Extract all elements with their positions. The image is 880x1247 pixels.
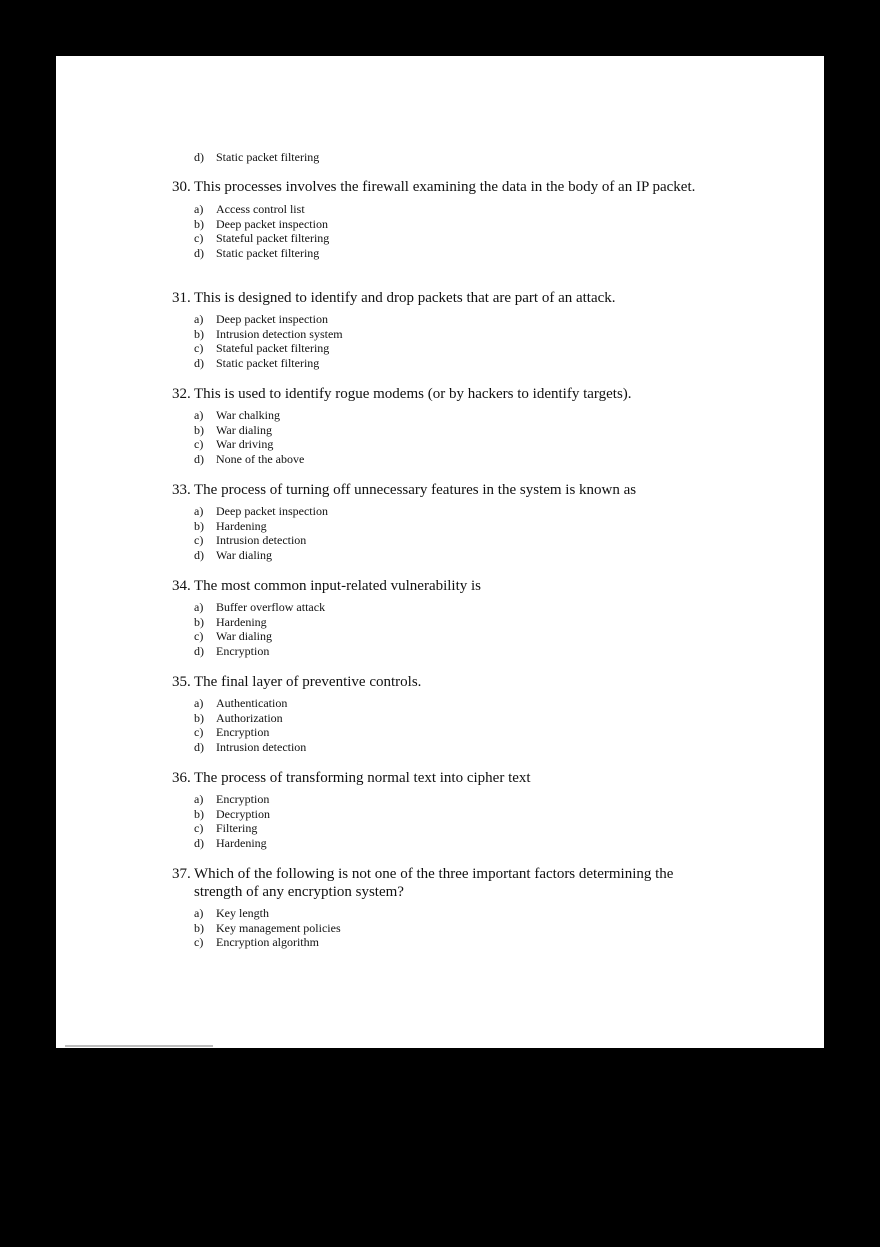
option-letter: b) [194, 518, 204, 533]
question-text: This processes involves the firewall examining the data in the body of an IP packet. [194, 179, 696, 195]
option-text: Authentication [216, 696, 288, 710]
option-text: Authorization [216, 710, 283, 725]
question-number: 32. [172, 386, 191, 402]
option-text: Encryption algorithm [216, 935, 319, 949]
question-stem [172, 289, 732, 307]
carryover-option [172, 150, 732, 165]
question-text: This is designed to identify and drop packets that are part of an attack. [194, 290, 616, 306]
option-letter: c) [194, 341, 204, 355]
option-text: Encryption [216, 792, 270, 806]
option-list [194, 696, 732, 754]
question-30 [172, 178, 732, 260]
option-list [194, 312, 732, 370]
option-letter: c) [194, 935, 204, 949]
option-text: Stateful packet filtering [216, 341, 330, 355]
option-item [194, 600, 732, 615]
option-item [194, 711, 732, 726]
option-item [194, 921, 692, 936]
option-text: Intrusion detection [216, 533, 307, 547]
option-letter: c) [194, 437, 204, 451]
option-item [194, 231, 732, 246]
option-item [194, 150, 732, 165]
question-text: The most common input-related vulnerability is [194, 578, 482, 594]
option-letter: d) [194, 355, 204, 370]
option-text: War dialing [216, 422, 273, 437]
question-stem [172, 865, 692, 901]
option-list [194, 408, 732, 466]
option-item [194, 696, 732, 711]
option-item [194, 615, 732, 630]
option-letter: a) [194, 408, 204, 422]
option-text: Filtering [216, 821, 258, 835]
option-text: Deep packet inspection [216, 504, 328, 518]
question-number: 35. [172, 674, 191, 690]
option-letter: c) [194, 629, 204, 643]
question-stem [172, 577, 732, 595]
option-letter: b) [194, 326, 204, 341]
option-letter: d) [194, 835, 204, 850]
question-stem [172, 178, 732, 196]
footnote-separator [65, 1045, 213, 1047]
option-text: War dialing [216, 629, 273, 643]
question-stem [172, 481, 732, 499]
option-item [194, 906, 692, 921]
option-letter: c) [194, 725, 204, 739]
option-text: Hardening [216, 518, 267, 533]
option-item [194, 452, 732, 467]
option-item [194, 437, 732, 452]
option-text: War driving [216, 437, 274, 451]
option-letter: d) [194, 150, 204, 164]
option-item [194, 356, 732, 371]
option-item [194, 341, 732, 356]
option-letter: a) [194, 906, 204, 920]
option-item [194, 792, 732, 807]
question-number: 31. [172, 290, 191, 306]
option-text: Hardening [216, 835, 267, 850]
option-text: Buffer overflow attack [216, 600, 326, 614]
option-item [194, 327, 732, 342]
option-item [194, 629, 732, 644]
option-letter: a) [194, 792, 204, 806]
option-item [194, 935, 692, 950]
option-item [194, 548, 732, 563]
option-text: Static packet filtering [216, 355, 320, 370]
option-text: Deep packet inspection [216, 312, 328, 326]
option-text: War chalking [216, 408, 281, 422]
option-text: Intrusion detection [216, 739, 307, 754]
option-text: Encryption [216, 725, 270, 739]
option-item [194, 807, 732, 822]
option-item [194, 202, 732, 217]
option-letter: b) [194, 710, 204, 725]
question-stem [172, 769, 732, 787]
option-list [194, 600, 732, 658]
question-33 [172, 481, 732, 562]
option-letter: d) [194, 245, 204, 260]
option-item [194, 423, 732, 438]
option-text: None of the above [216, 451, 305, 466]
question-stem [172, 385, 732, 403]
question-32 [172, 385, 732, 466]
option-text: Static packet filtering [216, 245, 320, 260]
option-letter: c) [194, 533, 204, 547]
question-text: Which of the following is not one of the three important factors determining the strength of any encryption system? [194, 866, 674, 900]
option-list [194, 906, 692, 950]
question-number: 30. [172, 179, 191, 195]
question-stem [172, 673, 732, 691]
option-item [194, 533, 732, 548]
option-letter: c) [194, 821, 204, 835]
option-item [194, 644, 732, 659]
option-letter: d) [194, 451, 204, 466]
option-list [194, 504, 732, 562]
question-number: 33. [172, 482, 191, 498]
option-letter: a) [194, 600, 204, 614]
option-letter: d) [194, 547, 204, 562]
option-list [194, 202, 732, 260]
question-text: The process of turning off unnecessary features in the system is known as [194, 482, 637, 498]
option-list [194, 792, 732, 850]
option-text: Access control list [216, 202, 305, 216]
option-text: War dialing [216, 547, 273, 562]
option-text: Encryption [216, 643, 270, 658]
option-text: Key length [216, 906, 269, 920]
option-letter: b) [194, 422, 204, 437]
option-letter: b) [194, 614, 204, 629]
option-letter: a) [194, 202, 204, 216]
option-item [194, 312, 732, 327]
question-number: 37. [172, 866, 191, 882]
question-34 [172, 577, 732, 658]
option-letter: a) [194, 504, 204, 518]
option-text: Static packet filtering [216, 150, 320, 164]
option-item [194, 217, 732, 232]
option-letter: a) [194, 696, 204, 710]
question-31 [172, 289, 732, 370]
question-text: This is used to identify rogue modems (or by hackers to identify targets). [194, 386, 632, 402]
option-item [194, 504, 732, 519]
option-letter: d) [194, 643, 204, 658]
question-36 [172, 769, 732, 850]
document-page [56, 56, 824, 1048]
option-item [194, 725, 732, 740]
option-item [194, 519, 732, 534]
option-item [194, 740, 732, 755]
option-text: Deep packet inspection [216, 216, 328, 231]
option-item [194, 246, 732, 261]
option-letter: b) [194, 920, 204, 935]
option-letter: a) [194, 312, 204, 326]
option-item [194, 836, 732, 851]
option-letter: d) [194, 739, 204, 754]
option-text: Intrusion detection system [216, 326, 343, 341]
option-letter: c) [194, 231, 204, 245]
option-text: Stateful packet filtering [216, 231, 330, 245]
question-37 [172, 865, 692, 950]
option-letter: b) [194, 806, 204, 821]
option-letter: b) [194, 216, 204, 231]
question-text: The final layer of preventive controls. [194, 674, 422, 690]
question-number: 36. [172, 770, 191, 786]
option-item [194, 821, 732, 836]
question-text: The process of transforming normal text into cipher text [194, 770, 531, 786]
question-number: 34. [172, 578, 191, 594]
option-list [194, 150, 732, 165]
option-item [194, 408, 732, 423]
option-text: Key management policies [216, 920, 341, 935]
option-text: Hardening [216, 614, 267, 629]
option-text: Decryption [216, 806, 270, 821]
question-35 [172, 673, 732, 754]
